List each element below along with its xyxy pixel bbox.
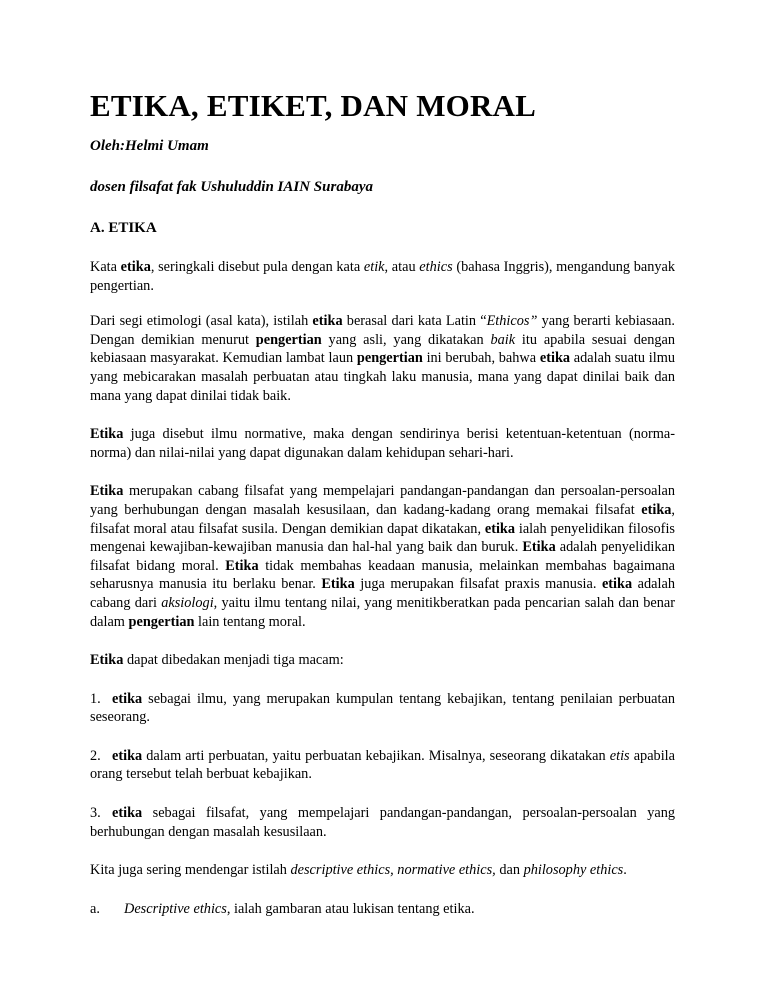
section-heading: A. ETIKA bbox=[90, 220, 157, 236]
paragraph: Etika merupakan cabang filsafat yang mempelajari pandangan-pandangan dan persoalan-persoalan yang berhubungan dengan masalah kesusilaan, dan kadang-kadang orang memakai filsafat etika, filsafat moral atau filsafat susila. Dengan demikian dapat dikatakan, etika ialah penyelidikan filosofis mengenai kewajiban-kewajiban manusia dan hal-hal yang baik dan buruk. Etika adalah penyelidikan filsafat bidang moral. Etika tidak membahas keadaan manusia, melainkan membahas bagaimana seharusnya manusia itu berlaku benar. Etika juga merupakan filsafat praxis manusia. etika adalah cabang dari aksiologi, yaitu ilmu tentang nilai, yang menitikberatkan pada pencarian salah dan benar dalam pengertian lain tentang moral. bbox=[90, 483, 676, 630]
list-item: a. Descriptive ethics, ialah gambaran atau lukisan tentang etika. bbox=[90, 900, 475, 917]
document-body bbox=[90, 88, 675, 938]
author-line: Oleh:Helmi Umam bbox=[90, 138, 209, 154]
paragraph: Kata etika, seringkali disebut pula dengan kata etik, atau ethics (bahasa Inggris), mengandung banyak pengertian. bbox=[90, 259, 675, 294]
paragraph: Etika dapat dibedakan menjadi tiga macam: bbox=[90, 652, 344, 669]
list-item: 1. etika sebagai ilmu, yang merupakan kumpulan tentang kebajikan, tentang penilaian perbuatan seseorang. bbox=[90, 690, 675, 726]
paragraph: Etika juga disebut ilmu normative, maka dengan sendirinya berisi ketentuan-ketentuan (norma-norma) dan nilai-nilai yang dapat digunakan dalam kehidupan sehari-hari. bbox=[90, 426, 675, 461]
document-title: ETIKA, ETIKET, DAN MORAL bbox=[90, 88, 537, 123]
affiliation-line: dosen filsafat fak Ushuluddin IAIN Surabaya bbox=[90, 179, 373, 195]
paragraph: Dari segi etimologi (asal kata), istilah etika berasal dari kata Latin “Ethicos” yang berarti kebiasaan. Dengan demikian menurut pengertian yang asli, yang dikatakan baik itu apabila sesuai dengan kebiasaan masyarakat. Kemudian lambat laun pengertian ini berubah, bahwa etika adalah suatu ilmu yang mebicarakan masalah perbuatan atau tingkah laku manusia, mana yang dapat dinilai baik dan mana yang dapat dinilai tidak baik. bbox=[90, 313, 676, 404]
list-item: 2. etika dalam arti perbuatan, yaitu perbuatan kebajikan. Misalnya, seseorang dikatakan etis apabila orang tersebut telah berbuat kebajikan. bbox=[90, 747, 675, 783]
list-item: 3. etika sebagai filsafat, yang mempelajari pandangan-pandangan, persoalan-persoalan yang berhubungan dengan masalah kesusilaan. bbox=[90, 805, 675, 840]
paragraph: Kita juga sering mendengar istilah descriptive ethics, normative ethics, dan philosophy ethics. bbox=[90, 862, 627, 879]
